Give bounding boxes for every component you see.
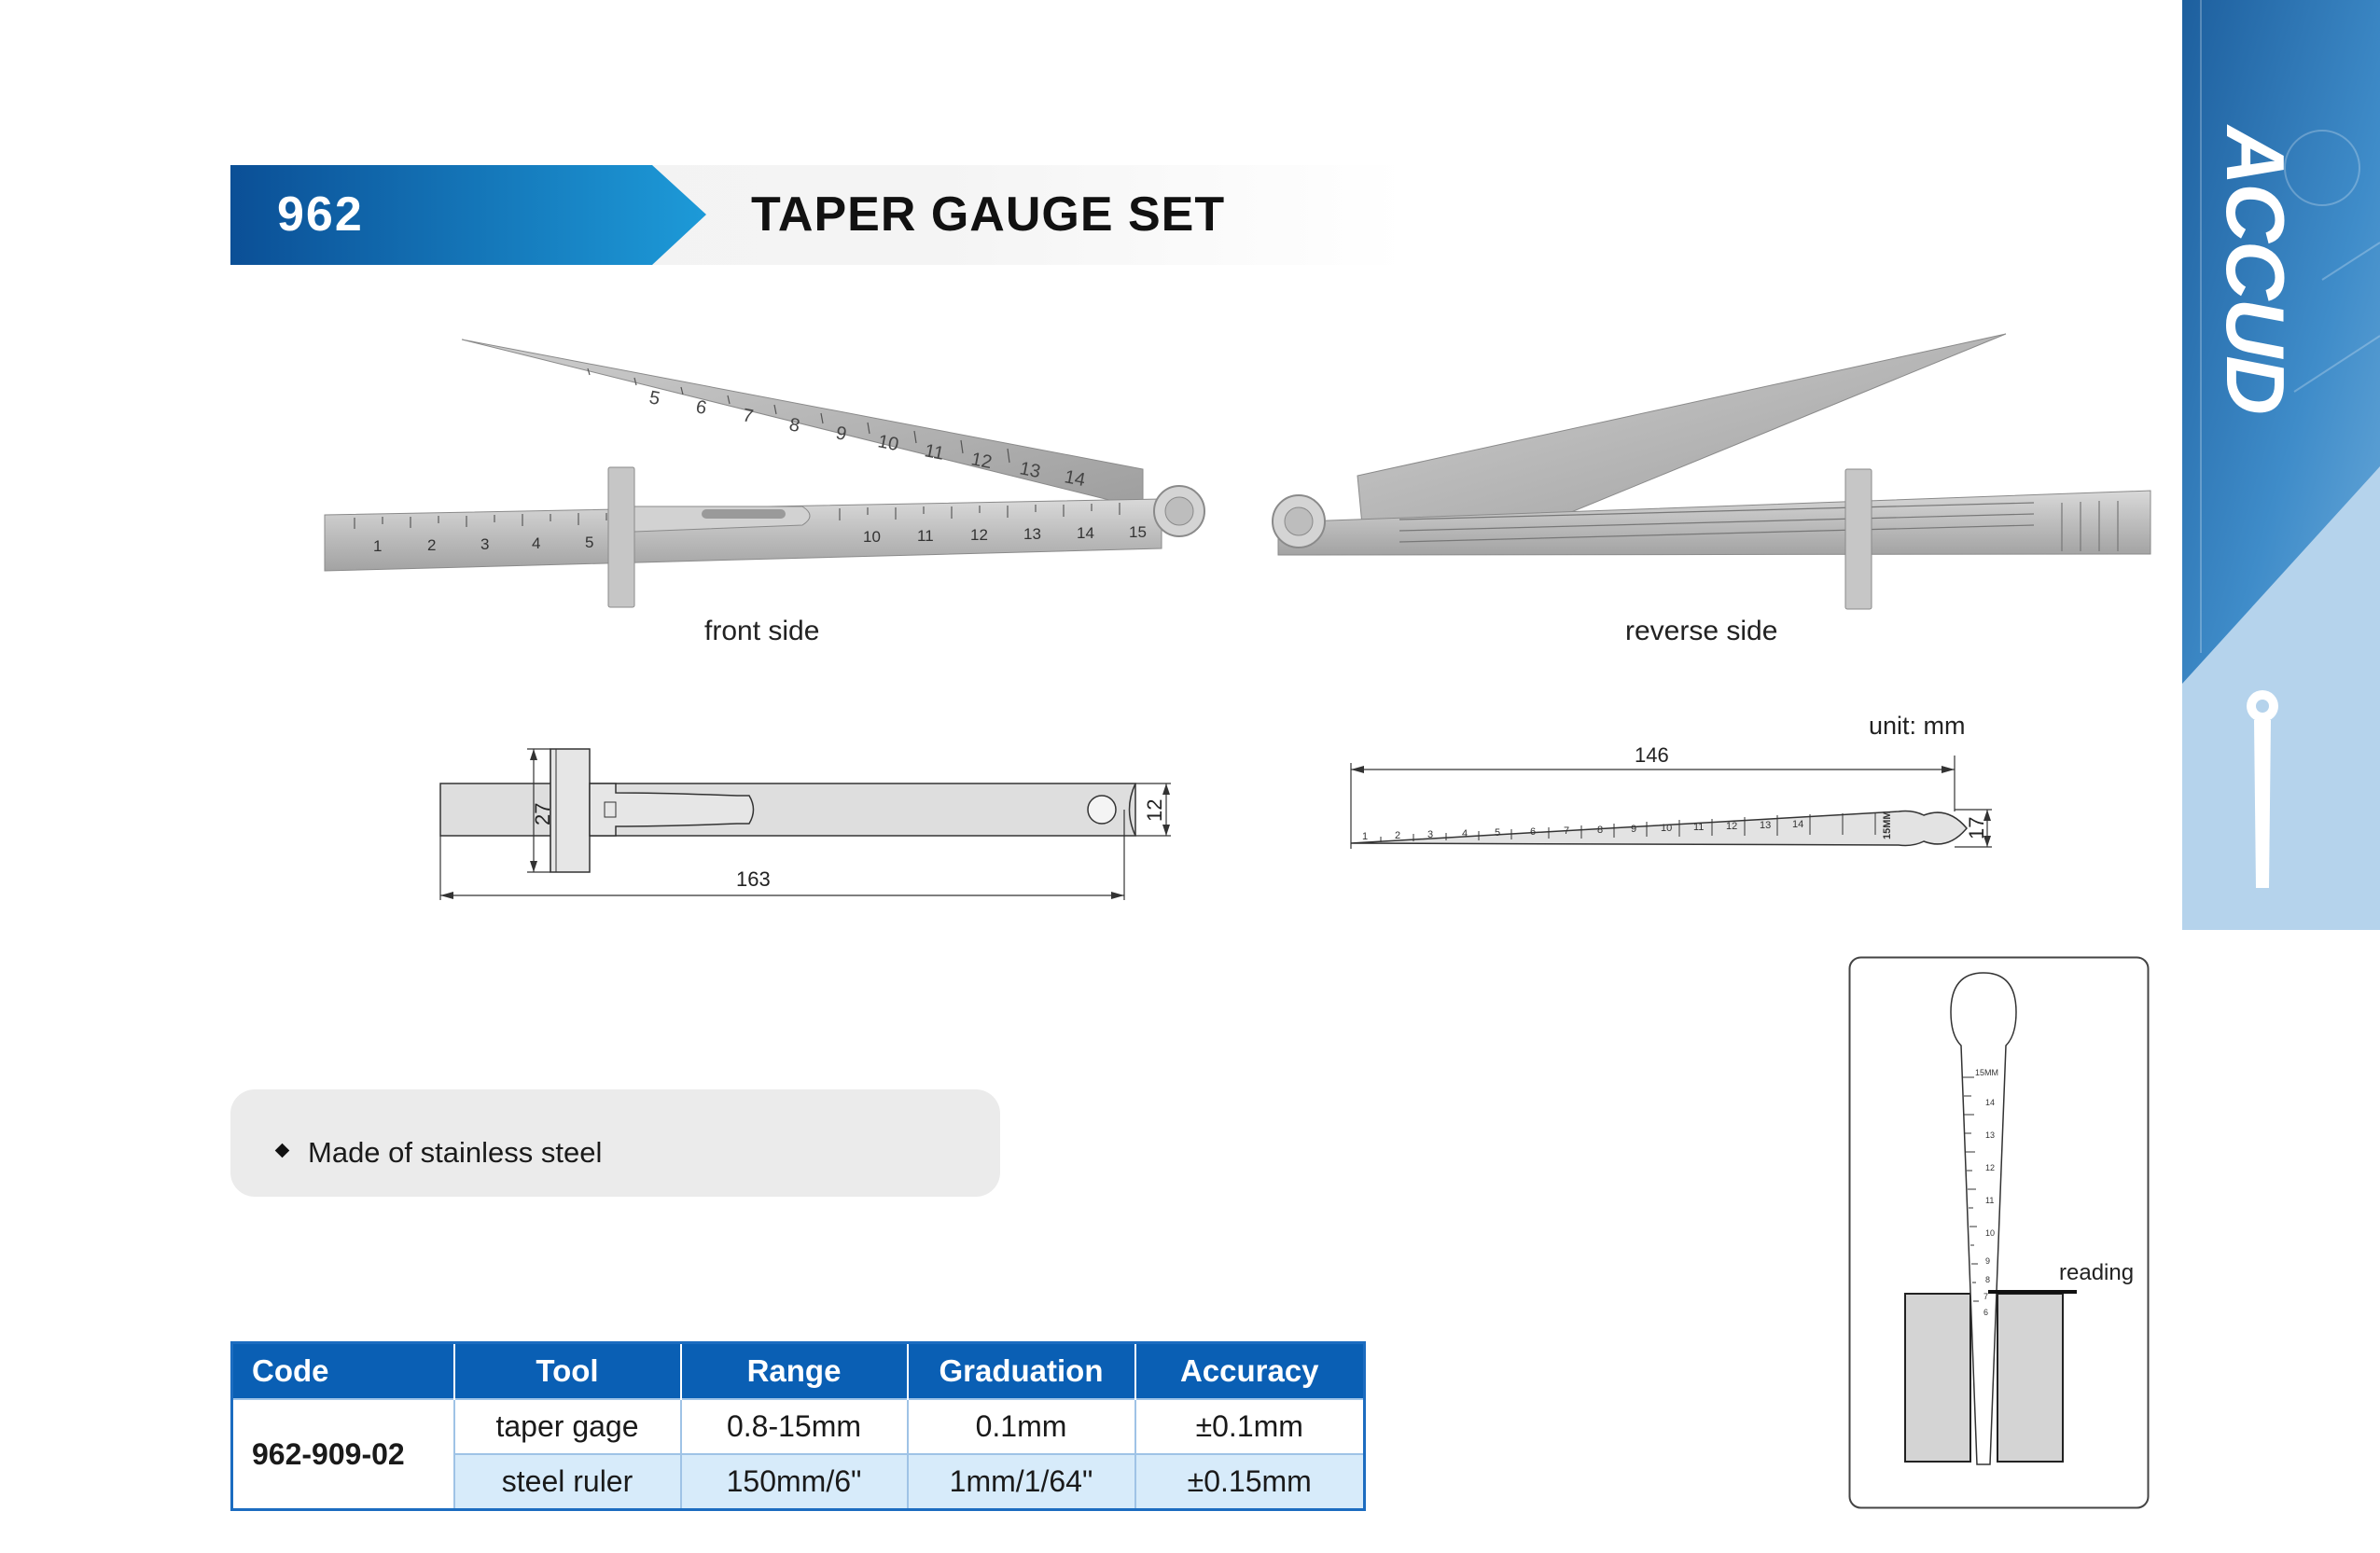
- ruler-length-dim: 163: [736, 867, 771, 891]
- reverse-side-photo: [1260, 331, 2155, 611]
- svg-text:10: 10: [876, 431, 901, 456]
- svg-text:7: 7: [741, 405, 756, 428]
- svg-text:12: 12: [1985, 1163, 1996, 1172]
- gauge-width-dim: 17: [1965, 816, 1988, 839]
- svg-text:6: 6: [1983, 1308, 1989, 1317]
- cell-graduation: 0.1mm: [908, 1399, 1135, 1454]
- svg-text:2: 2: [1395, 830, 1401, 841]
- svg-text:8: 8: [1597, 825, 1604, 836]
- cell-range: 150mm/6": [681, 1454, 908, 1510]
- unit-label: unit: mm: [1869, 712, 1966, 740]
- front-side-caption: front side: [704, 616, 820, 646]
- svg-text:9: 9: [1985, 1256, 1991, 1266]
- col-tool: Tool: [454, 1343, 681, 1400]
- svg-text:7: 7: [1983, 1292, 1989, 1301]
- svg-text:1: 1: [373, 537, 383, 555]
- svg-text:10: 10: [1985, 1228, 1996, 1238]
- brand-logo: [2209, 124, 2302, 413]
- svg-text:10: 10: [863, 528, 881, 546]
- svg-text:4: 4: [1462, 828, 1468, 839]
- spec-table: [230, 1341, 1366, 1511]
- feature-text: Made of stainless steel: [308, 1136, 603, 1169]
- svg-text:12: 12: [970, 526, 988, 544]
- svg-text:11: 11: [917, 527, 934, 545]
- product-title: TAPER GAUGE SET: [751, 187, 1226, 242]
- cell-accuracy: ±0.1mm: [1135, 1399, 1365, 1454]
- svg-text:6: 6: [694, 396, 709, 420]
- col-code: Code: [232, 1343, 454, 1400]
- svg-text:11: 11: [1693, 822, 1705, 833]
- ruler-width-dim: 12: [1143, 798, 1166, 822]
- svg-text:14: 14: [1985, 1098, 1996, 1107]
- svg-text:5: 5: [585, 534, 594, 551]
- reverse-side-caption: reverse side: [1625, 616, 1778, 646]
- brand-side-strip: [2182, 0, 2380, 930]
- svg-text:5: 5: [647, 387, 662, 410]
- svg-text:13: 13: [1760, 820, 1772, 831]
- gauge-length-dim: 146: [1635, 743, 1669, 767]
- table-row: [232, 1399, 1365, 1454]
- svg-text:4: 4: [532, 534, 541, 552]
- gauge-15mm-mark: 15MM: [1882, 811, 1893, 839]
- diamond-bullet-icon: [275, 1144, 290, 1158]
- svg-text:15: 15: [1129, 523, 1147, 541]
- cell-graduation: 1mm/1/64": [908, 1454, 1135, 1510]
- svg-text:14: 14: [1077, 524, 1094, 542]
- taper-gauge-dimension-drawing: [1334, 737, 2006, 877]
- reading-label: reading: [2059, 1260, 2135, 1285]
- front-side-photo: [317, 331, 1232, 611]
- svg-text:5: 5: [1495, 827, 1501, 839]
- svg-text:10: 10: [1661, 823, 1673, 834]
- svg-text:9: 9: [834, 423, 849, 446]
- brand-name: ACCUD: [2209, 126, 2302, 413]
- cell-tool: steel ruler: [454, 1454, 681, 1510]
- svg-text:15MM: 15MM: [1975, 1068, 1999, 1077]
- svg-text:14: 14: [1792, 819, 1804, 830]
- item-code: 962-909-02: [232, 1399, 454, 1510]
- svg-text:1: 1: [1362, 831, 1369, 842]
- slider-height-dim: 27: [531, 802, 554, 825]
- col-range: Range: [681, 1343, 908, 1400]
- svg-text:2: 2: [427, 536, 437, 554]
- col-graduation: Graduation: [908, 1343, 1135, 1400]
- svg-text:13: 13: [1018, 458, 1043, 483]
- feature-item: [277, 1134, 602, 1172]
- usage-diagram: [1848, 956, 2150, 1509]
- svg-text:3: 3: [480, 535, 490, 553]
- svg-text:8: 8: [1985, 1275, 1991, 1284]
- svg-text:3: 3: [1427, 829, 1434, 840]
- cell-range: 0.8-15mm: [681, 1399, 908, 1454]
- spec-header-row: [232, 1343, 1365, 1400]
- svg-text:13: 13: [1985, 1130, 1996, 1140]
- cell-accuracy: ±0.15mm: [1135, 1454, 1365, 1510]
- ruler-dimension-drawing: [429, 742, 1194, 909]
- product-code: 962: [277, 187, 364, 242]
- svg-text:11: 11: [1985, 1196, 1995, 1205]
- col-accuracy: Accuracy: [1135, 1343, 1365, 1400]
- svg-text:13: 13: [1023, 525, 1041, 543]
- svg-text:6: 6: [1530, 826, 1537, 838]
- svg-text:9: 9: [1631, 824, 1637, 835]
- cell-tool: taper gage: [454, 1399, 681, 1454]
- svg-text:11: 11: [923, 440, 946, 465]
- svg-text:7: 7: [1564, 825, 1570, 837]
- svg-text:8: 8: [787, 414, 802, 437]
- svg-text:12: 12: [969, 449, 995, 474]
- svg-text:12: 12: [1726, 821, 1738, 832]
- svg-text:14: 14: [1063, 466, 1088, 492]
